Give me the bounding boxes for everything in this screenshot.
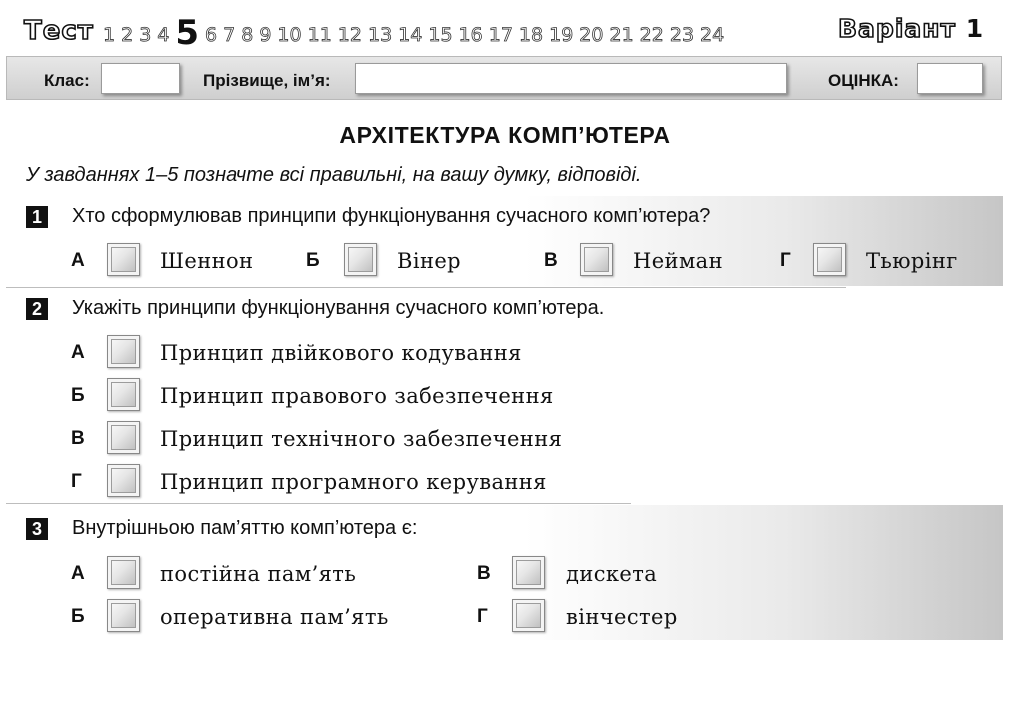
answer-checkbox[interactable] xyxy=(580,243,613,276)
divider xyxy=(6,287,846,288)
test-number: 15 xyxy=(428,24,453,46)
test-number-list xyxy=(103,13,730,53)
option-text: постійна пам’ять xyxy=(160,562,357,586)
test-number: 10 xyxy=(277,24,302,46)
grade-label: ОЦІНКА: xyxy=(828,71,899,90)
option-letter: Г xyxy=(477,606,488,627)
option-letter: Б xyxy=(306,250,320,271)
option-text: дискета xyxy=(566,562,658,586)
option-letter: А xyxy=(71,250,85,271)
test-number: 17 xyxy=(488,24,513,46)
option-letter: В xyxy=(544,250,558,271)
option-letter: Б xyxy=(71,606,85,627)
name-label: Прізвище, ім’я: xyxy=(203,71,331,90)
option-text: вінчестер xyxy=(566,605,678,629)
test-number: 8 xyxy=(241,24,254,46)
name-field[interactable] xyxy=(355,63,787,94)
option-text: Принцип програмного керування xyxy=(160,470,547,494)
test-number: 14 xyxy=(398,24,423,46)
answer-checkbox[interactable] xyxy=(107,464,140,497)
test-number: 12 xyxy=(337,24,362,46)
question-number: 1 xyxy=(26,206,48,228)
answer-checkbox[interactable] xyxy=(512,556,545,589)
variant-text: Варіант xyxy=(838,14,957,43)
test-number: 3 xyxy=(139,24,152,46)
class-field[interactable] xyxy=(101,63,180,94)
test-number: 9 xyxy=(259,24,272,46)
grade-field[interactable] xyxy=(917,63,983,94)
variant-number: 1 xyxy=(965,14,985,43)
answer-checkbox[interactable] xyxy=(107,243,140,276)
test-number: 1 xyxy=(103,24,116,46)
option-text: Вінер xyxy=(397,249,462,273)
test-number: 22 xyxy=(639,24,664,46)
option-text: оперативна пам’ять xyxy=(160,605,389,629)
option-text: Шеннон xyxy=(160,249,254,273)
answer-checkbox[interactable] xyxy=(107,335,140,368)
option-text: Принцип технічного забезпечення xyxy=(160,427,563,451)
test-number: 23 xyxy=(669,24,695,46)
option-letter: В xyxy=(71,428,85,449)
test-number: 13 xyxy=(367,24,393,46)
question-text: Хто сформулював принципи функціонування сучасного комп’ютера? xyxy=(72,205,711,227)
option-letter: В xyxy=(477,563,491,584)
answer-checkbox[interactable] xyxy=(344,243,377,276)
test-number: 18 xyxy=(518,24,544,46)
test-number: 21 xyxy=(609,24,634,46)
test-number: 4 xyxy=(157,24,170,46)
question-number: 3 xyxy=(26,518,48,540)
option-text: Принцип двійкового кодування xyxy=(160,341,522,365)
test-number: 5 xyxy=(175,13,200,53)
answer-checkbox[interactable] xyxy=(107,378,140,411)
class-label: Клас: xyxy=(44,71,90,90)
option-text: Нейман xyxy=(633,249,723,273)
answer-checkbox[interactable] xyxy=(107,421,140,454)
answer-checkbox[interactable] xyxy=(512,599,545,632)
test-number: 7 xyxy=(223,24,236,46)
test-number: 6 xyxy=(205,24,218,46)
test-number: 19 xyxy=(549,24,574,46)
option-text: Тьюрінг xyxy=(866,249,958,273)
instruction-text: У завданнях 1–5 позначте всі правильні, на вашу думку, відповіді. xyxy=(26,164,642,186)
test-number: 16 xyxy=(458,24,483,46)
divider xyxy=(6,503,631,504)
option-letter: А xyxy=(71,563,85,584)
test-number: 24 xyxy=(700,24,725,46)
question-text: Внутрішньою пам’яттю комп’ютера є: xyxy=(72,517,418,539)
test-label: Тест xyxy=(24,16,94,46)
answer-checkbox[interactable] xyxy=(107,599,140,632)
test-number: 20 xyxy=(579,24,604,46)
question-text: Укажіть принципи функціонування сучасного комп’ютера. xyxy=(72,297,605,319)
answer-checkbox[interactable] xyxy=(813,243,846,276)
option-letter: Г xyxy=(71,471,82,492)
page-title: АРХІТЕКТУРА КОМП’ЮТЕРА xyxy=(339,122,671,148)
option-letter: Б xyxy=(71,385,85,406)
option-letter: А xyxy=(71,342,85,363)
option-text: Принцип правового забезпечення xyxy=(160,384,554,408)
option-letter: Г xyxy=(780,250,791,271)
variant-label xyxy=(838,14,984,44)
test-number: 11 xyxy=(307,24,332,46)
question-number: 2 xyxy=(26,298,48,320)
answer-checkbox[interactable] xyxy=(107,556,140,589)
test-number: 2 xyxy=(121,24,134,46)
